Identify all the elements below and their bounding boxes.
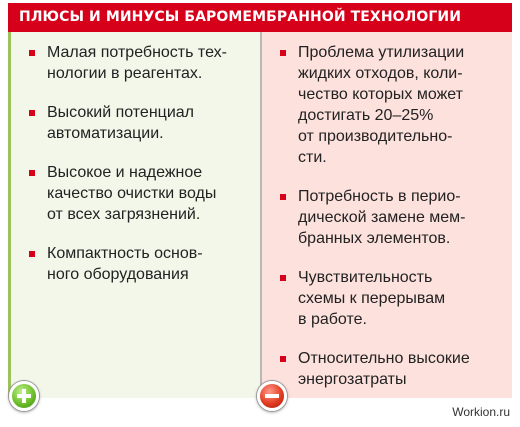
list-item [25,102,257,144]
plus-icon [9,381,39,411]
item-line: Потребность в перио- [298,188,461,205]
item-line: Высокое и надежное [47,164,203,181]
item-line: Высокий потенциал [47,104,194,121]
bullet-square-icon [280,194,286,200]
item-line: ного оборудования [47,266,189,283]
list-item [276,267,506,330]
list-item [276,348,506,390]
list-item [276,186,506,249]
item-line: нологии в реагентах. [47,65,203,82]
item-line: бранных элементов. [298,230,451,247]
item-line: сти. [298,149,327,166]
bullet-square-icon [280,356,286,362]
list-item [25,243,257,285]
list-item [25,42,257,84]
bullet-square-icon [280,50,286,56]
pros-panel [8,32,260,398]
item-line: Относительно высокие [298,350,470,367]
bullet-square-icon [280,275,286,281]
item-line: в работе. [298,311,367,328]
minus-icon [257,381,287,411]
bullet-square-icon [29,251,35,257]
item-line: схемы к перерывам [298,290,446,307]
item-line: автоматизации. [47,125,164,142]
watermark: Workion.ru [452,405,510,419]
item-line: жидких отходов, коли- [298,65,463,82]
bullet-square-icon [29,170,35,176]
item-line: чество которых может [298,86,463,103]
cons-panel [262,32,512,398]
item-line: Компактность основ- [47,245,203,262]
bullet-square-icon [29,50,35,56]
item-line: Чувствительность [298,269,433,286]
list-item [276,42,506,168]
pros-list [25,42,257,303]
page-title: ПЛЮСЫ И МИНУСЫ БАРОМЕМБРАННОЙ ТЕХНОЛОГИИ [8,3,512,32]
bullet-square-icon [29,110,35,116]
item-line: качество очистки воды [47,185,217,202]
item-line: достигать 20–25% [298,107,434,124]
item-line: Проблема утилизации [298,44,465,61]
item-line: дической замене мем- [298,209,466,226]
plus-glyph [12,384,36,408]
list-item [25,162,257,225]
item-line: от всех загрязнений. [47,206,201,223]
item-line: энергозатраты [298,371,407,388]
item-line: от производительно- [298,128,453,145]
cons-list [276,42,506,408]
item-line: Малая потребность тех- [47,44,227,61]
minus-glyph [260,384,284,408]
